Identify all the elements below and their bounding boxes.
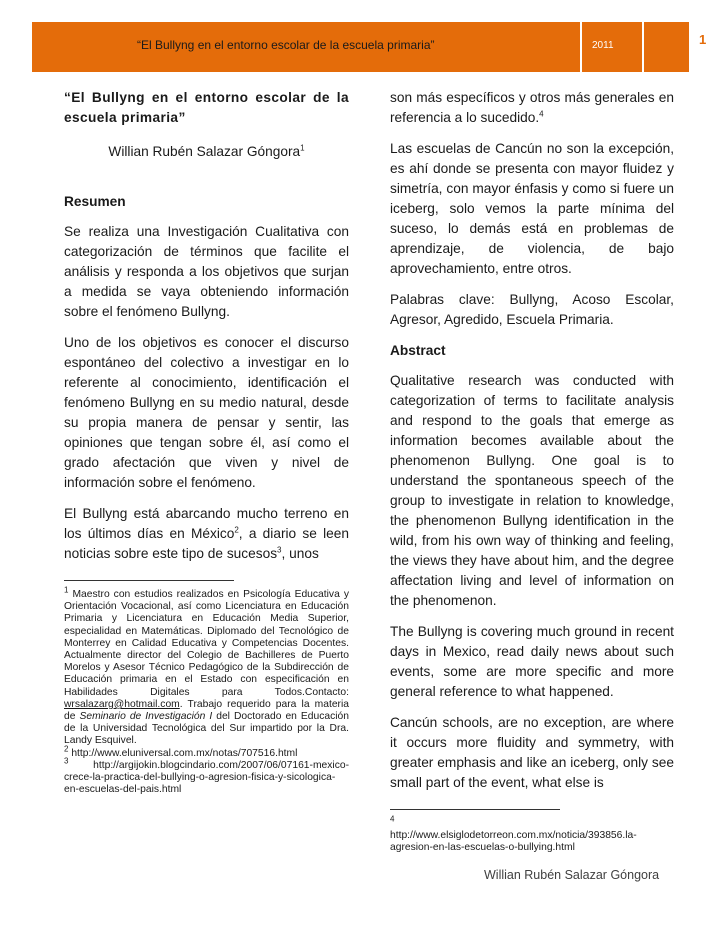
header-divider	[32, 72, 689, 75]
text-span: , a diario se leen noticias sobre este tipo de sucesos	[64, 526, 349, 561]
email-link[interactable]: wrsalazarg@hotmail.com	[64, 698, 180, 710]
footnote-text: del Doctorado en Educación de la Universidad Tecnológica del Sur impartido por la Dra. Landy Esquivel.	[64, 711, 349, 747]
resumen-paragraph-2: Uno de los objetivos es conocer el discurso espontáneo del colectivo a investigar en lo referente al conocimiento, identificación el fenómeno Bullyng en su medio natural, desde su propia manera de pensar y sentir, las opiniones que tengan sobre él, así como el grado afectación que viven y nivel de información sobre el fenómeno.	[64, 335, 349, 490]
article-author	[64, 142, 349, 162]
footnote-4: http://www.elsiglodetorreon.com.mx/noticia/393856.la-agresion-en-las-escuelas-o-bullying.html	[390, 830, 637, 854]
footnote-ref: 2	[234, 525, 239, 535]
author-name: Willian Rubén Salazar Góngora	[108, 144, 301, 159]
footnote-3	[64, 756, 349, 797]
footnote-number: 3	[64, 756, 69, 766]
footnote-url: http://www.eluniversal.com.mx/notas/707516.html	[71, 747, 298, 759]
right-paragraph-2: Las escuelas de Cancún no son la excepción, es ahí donde se presenta con mayor fluidez y simetría, con mayor énfasis y como si fuere un iceberg, solo vemos la parte mínima del suceso, lo demás está en problemas de aprendizaje, de violencia, de bajo aprovechamiento, entre otros.	[390, 141, 674, 276]
footnote-text: . Trabajo requerido para la materia de	[64, 698, 349, 723]
keywords: Palabras clave: Bullyng, Acoso Escolar, Agresor, Agredido, Escuela Primaria.	[390, 292, 674, 327]
header-title: “El Bullyng en el entorno escolar de la escuela primaria”	[137, 38, 435, 52]
footnote-ref: 4	[539, 109, 544, 119]
resumen-heading: Resumen	[64, 194, 126, 209]
footer-author: Willian Rubén Salazar Góngora	[484, 868, 660, 882]
footnote-1	[64, 585, 349, 748]
footnote-number: 2	[64, 744, 69, 754]
header-year: 2011	[592, 40, 614, 51]
course-name: Seminario de Investigación I	[79, 711, 213, 723]
abstract-paragraph-1: Qualitative research was conducted with categorization of terms to facilitate analysis and respond to the goals that emerge as information becomes available about the phenomenon Bullyng. One goal is to understand the spontaneous speech of the group to investigate in relation to knowledge, the phenomenon Bullyng identification in the wild, from his own way of thinking and feeling, the views they have about him, and the degree affectation living and level of information on the phenomenon.	[390, 373, 674, 608]
footnote-number: 4	[390, 814, 395, 824]
abstract-paragraph-2: The Bullyng is covering much ground in recent days in Mexico, read daily news about such events, some are more specific and more general reference to what happened.	[390, 624, 674, 699]
text-span: El Bullyng está abarcando mucho terreno en los últimos días en México	[64, 506, 349, 541]
footnote-number: 1	[64, 585, 69, 595]
abstract-heading: Abstract	[390, 343, 446, 358]
right-column	[390, 88, 674, 855]
left-column	[64, 88, 349, 796]
text-span: son más específicos y otros más generales en referencia a lo sucedido.	[390, 90, 674, 125]
footnote-text: Maestro con estudios realizados en Psicología Educativa y Orientación Vocacional, así como Licenciatura en Educación Primaria y Licenciatura en Educación Media Superior, especialidad en Matemáticas. Diplomado del Tecnológico de Monterrey en Calidad Educativa y Competencias Docentes. Actualmente director del Colegio de Bachilleres de Puerto Morelos y Asesor Técnico Pedagógico de la Subdirección de Educación primaria en el Estado con especificación en Habilidades Digitales para Todos.Contacto:	[64, 589, 349, 698]
footnote-4-number	[390, 814, 674, 830]
footnote-rule	[390, 809, 560, 810]
resumen-paragraph-1: Se realiza una Investigación Cualitativa con categorización de términos que facilite el análisis y responda a los objetivos que surjan a medida se vaya obteniendo información sobre el fenómeno Bullyng.	[64, 224, 349, 319]
abstract-paragraph-3: Cancún schools, are no exception, are where it occurs more fluidity and symmetry, with greater emphasis and like an iceberg, only see small part of the event, what else is	[390, 715, 674, 790]
footnote-2	[64, 744, 349, 760]
page-number: 1	[699, 32, 707, 47]
footnote-rule	[64, 580, 234, 581]
right-paragraph-1	[390, 88, 674, 128]
footnote-ref: 1	[300, 143, 305, 153]
footnote-ref: 3	[277, 545, 282, 555]
footnote-url: http://argijokin.blogcindario.com/2007/06/07161-mexico-crece-la-practica-del-bullying-o-agresion-fisica-y-sicologica-en-escuelas-del-pais.html	[64, 759, 349, 796]
article-title: “El Bullyng en el entorno escolar de la escuela primaria”	[64, 90, 349, 125]
resumen-paragraph-3	[64, 504, 349, 564]
text-span: , unos	[281, 546, 319, 561]
